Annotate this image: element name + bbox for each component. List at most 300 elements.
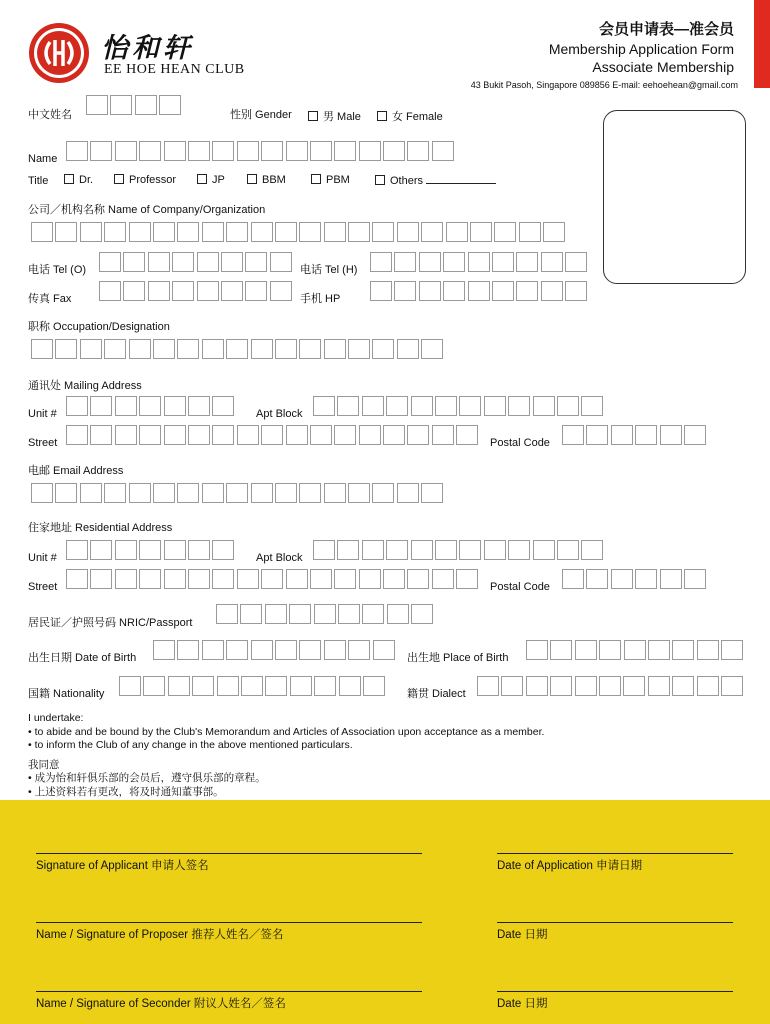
- character-box[interactable]: [212, 540, 234, 560]
- character-box[interactable]: [338, 604, 360, 624]
- character-box[interactable]: [516, 252, 538, 272]
- character-box[interactable]: [286, 141, 308, 161]
- character-box[interactable]: [456, 569, 478, 589]
- character-box[interactable]: [494, 222, 516, 242]
- character-box[interactable]: [648, 676, 670, 696]
- character-box[interactable]: [115, 396, 137, 416]
- character-box[interactable]: [492, 252, 514, 272]
- character-box[interactable]: [446, 222, 468, 242]
- character-box[interactable]: [99, 281, 121, 301]
- character-box[interactable]: [164, 425, 186, 445]
- character-box[interactable]: [251, 339, 273, 359]
- character-box[interactable]: [721, 676, 743, 696]
- character-box[interactable]: [202, 222, 224, 242]
- character-box[interactable]: [459, 540, 481, 560]
- character-box[interactable]: [148, 281, 170, 301]
- character-box[interactable]: [148, 252, 170, 272]
- applicant-signature-line[interactable]: [36, 853, 422, 854]
- character-box[interactable]: [324, 222, 346, 242]
- residential-unit-boxes[interactable]: [66, 540, 237, 560]
- character-box[interactable]: [373, 640, 395, 660]
- character-box[interactable]: [526, 676, 548, 696]
- character-box[interactable]: [55, 339, 77, 359]
- proposer-signature-line[interactable]: [36, 922, 422, 923]
- occupation-boxes[interactable]: [31, 339, 446, 359]
- mailing-address-label: 通讯处 Mailing Address: [28, 380, 142, 392]
- character-box[interactable]: [299, 222, 321, 242]
- character-box[interactable]: [159, 95, 181, 115]
- character-box[interactable]: [135, 95, 157, 115]
- character-box[interactable]: [519, 222, 541, 242]
- character-box[interactable]: [684, 569, 706, 589]
- character-box[interactable]: [562, 425, 584, 445]
- character-box[interactable]: [359, 569, 381, 589]
- character-box[interactable]: [177, 640, 199, 660]
- character-box[interactable]: [541, 281, 563, 301]
- character-box[interactable]: [86, 95, 108, 115]
- character-box[interactable]: [115, 540, 137, 560]
- character-box[interactable]: [172, 252, 194, 272]
- character-box[interactable]: [177, 339, 199, 359]
- character-box[interactable]: [334, 141, 356, 161]
- checkbox-icon[interactable]: [375, 175, 385, 185]
- title-option-label: Professor: [129, 174, 177, 186]
- character-box[interactable]: [411, 540, 433, 560]
- character-box[interactable]: [129, 483, 151, 503]
- character-box[interactable]: [164, 569, 186, 589]
- character-box[interactable]: [226, 222, 248, 242]
- character-box[interactable]: [202, 483, 224, 503]
- nationality-label: 国籍 Nationality: [28, 688, 105, 700]
- character-box[interactable]: [516, 281, 538, 301]
- character-box[interactable]: [80, 483, 102, 503]
- character-box[interactable]: [290, 676, 312, 696]
- character-box[interactable]: [443, 281, 465, 301]
- character-box[interactable]: [241, 676, 263, 696]
- title-option-jp[interactable]: [197, 174, 225, 186]
- character-box[interactable]: [261, 425, 283, 445]
- character-box[interactable]: [435, 396, 457, 416]
- character-box[interactable]: [526, 640, 548, 660]
- character-box[interactable]: [557, 396, 579, 416]
- gender-female-option[interactable]: [377, 108, 443, 124]
- character-box[interactable]: [299, 640, 321, 660]
- character-box[interactable]: [508, 396, 530, 416]
- character-box[interactable]: [581, 396, 603, 416]
- character-box[interactable]: [684, 425, 706, 445]
- character-box[interactable]: [143, 676, 165, 696]
- character-box[interactable]: [202, 640, 224, 660]
- character-box[interactable]: [153, 222, 175, 242]
- character-box[interactable]: [212, 396, 234, 416]
- character-box[interactable]: [443, 252, 465, 272]
- character-box[interactable]: [270, 281, 292, 301]
- seconder-date-line[interactable]: [497, 991, 733, 992]
- checkbox-icon[interactable]: [64, 174, 74, 184]
- mailing-apt-block-boxes[interactable]: [313, 396, 606, 416]
- character-box[interactable]: [501, 676, 523, 696]
- character-box[interactable]: [265, 604, 287, 624]
- character-box[interactable]: [324, 640, 346, 660]
- character-box[interactable]: [337, 540, 359, 560]
- undertaking-heading-cn: 我同意: [28, 758, 60, 771]
- character-box[interactable]: [648, 640, 670, 660]
- character-box[interactable]: [188, 396, 210, 416]
- character-box[interactable]: [421, 483, 443, 503]
- character-box[interactable]: [66, 141, 88, 161]
- male-label: 男 Male: [323, 111, 361, 123]
- character-box[interactable]: [432, 141, 454, 161]
- character-box[interactable]: [153, 339, 175, 359]
- character-box[interactable]: [359, 141, 381, 161]
- email-boxes[interactable]: [31, 483, 446, 503]
- character-box[interactable]: [660, 425, 682, 445]
- character-box[interactable]: [459, 396, 481, 416]
- character-box[interactable]: [310, 425, 332, 445]
- character-box[interactable]: [237, 569, 259, 589]
- residential-street-boxes[interactable]: [66, 569, 481, 589]
- character-box[interactable]: [550, 676, 572, 696]
- character-box[interactable]: [611, 569, 633, 589]
- character-box[interactable]: [216, 604, 238, 624]
- character-box[interactable]: [484, 540, 506, 560]
- character-box[interactable]: [313, 396, 335, 416]
- pob-boxes[interactable]: [526, 640, 746, 660]
- character-box[interactable]: [226, 640, 248, 660]
- character-box[interactable]: [251, 483, 273, 503]
- character-box[interactable]: [275, 339, 297, 359]
- mailing-unit-boxes[interactable]: [66, 396, 237, 416]
- character-box[interactable]: [565, 252, 587, 272]
- chinese-name-boxes[interactable]: [86, 95, 184, 115]
- character-box[interactable]: [261, 569, 283, 589]
- character-box[interactable]: [66, 540, 88, 560]
- character-box[interactable]: [168, 676, 190, 696]
- character-box[interactable]: [237, 425, 259, 445]
- character-box[interactable]: [363, 676, 385, 696]
- dialect-boxes[interactable]: [477, 676, 745, 696]
- character-box[interactable]: [421, 222, 443, 242]
- character-box[interactable]: [237, 141, 259, 161]
- application-date-line[interactable]: [497, 853, 733, 854]
- character-box[interactable]: [177, 222, 199, 242]
- character-box[interactable]: [372, 339, 394, 359]
- character-box[interactable]: [139, 540, 161, 560]
- character-box[interactable]: [177, 483, 199, 503]
- character-box[interactable]: [623, 676, 645, 696]
- character-box[interactable]: [586, 569, 608, 589]
- character-box[interactable]: [188, 141, 210, 161]
- character-box[interactable]: [226, 339, 248, 359]
- character-box[interactable]: [110, 95, 132, 115]
- title-option-professor[interactable]: [114, 174, 176, 186]
- character-box[interactable]: [31, 483, 53, 503]
- character-box[interactable]: [484, 396, 506, 416]
- character-box[interactable]: [550, 640, 572, 660]
- character-box[interactable]: [90, 540, 112, 560]
- character-box[interactable]: [372, 222, 394, 242]
- character-box[interactable]: [31, 339, 53, 359]
- character-box[interactable]: [468, 281, 490, 301]
- mailing-street-boxes[interactable]: [66, 425, 481, 445]
- character-box[interactable]: [115, 569, 137, 589]
- character-box[interactable]: [339, 676, 361, 696]
- character-box[interactable]: [314, 604, 336, 624]
- character-box[interactable]: [139, 425, 161, 445]
- character-box[interactable]: [533, 396, 555, 416]
- pob-label: 出生地 Place of Birth: [407, 652, 509, 664]
- character-box[interactable]: [397, 483, 419, 503]
- dob-boxes[interactable]: [153, 640, 397, 660]
- residential-postal-code-boxes[interactable]: [562, 569, 708, 589]
- fax-boxes[interactable]: [99, 281, 294, 301]
- character-box[interactable]: [370, 281, 392, 301]
- character-box[interactable]: [245, 252, 267, 272]
- character-box[interactable]: [80, 339, 102, 359]
- character-box[interactable]: [164, 141, 186, 161]
- character-box[interactable]: [289, 604, 311, 624]
- character-box[interactable]: [697, 676, 719, 696]
- character-box[interactable]: [251, 640, 273, 660]
- character-box[interactable]: [575, 676, 597, 696]
- character-box[interactable]: [411, 604, 433, 624]
- character-box[interactable]: [581, 540, 603, 560]
- character-box[interactable]: [456, 425, 478, 445]
- character-box[interactable]: [172, 281, 194, 301]
- character-box[interactable]: [104, 483, 126, 503]
- tel-office-boxes[interactable]: [99, 252, 294, 272]
- character-box[interactable]: [370, 252, 392, 272]
- character-box[interactable]: [197, 252, 219, 272]
- character-box[interactable]: [153, 483, 175, 503]
- character-box[interactable]: [397, 339, 419, 359]
- hp-boxes[interactable]: [370, 281, 590, 301]
- character-box[interactable]: [212, 569, 234, 589]
- residential-apt-block-boxes[interactable]: [313, 540, 606, 560]
- character-box[interactable]: [611, 425, 633, 445]
- character-box[interactable]: [635, 425, 657, 445]
- character-box[interactable]: [359, 425, 381, 445]
- character-box[interactable]: [139, 569, 161, 589]
- character-box[interactable]: [348, 483, 370, 503]
- character-box[interactable]: [153, 640, 175, 660]
- character-box[interactable]: [261, 141, 283, 161]
- character-box[interactable]: [270, 252, 292, 272]
- checkbox-icon[interactable]: [308, 111, 318, 121]
- character-box[interactable]: [386, 396, 408, 416]
- character-box[interactable]: [411, 396, 433, 416]
- character-box[interactable]: [221, 281, 243, 301]
- character-box[interactable]: [275, 640, 297, 660]
- character-box[interactable]: [212, 425, 234, 445]
- character-box[interactable]: [337, 396, 359, 416]
- character-box[interactable]: [129, 222, 151, 242]
- character-box[interactable]: [188, 569, 210, 589]
- character-box[interactable]: [334, 569, 356, 589]
- character-box[interactable]: [419, 252, 441, 272]
- title-option-pbm[interactable]: [311, 174, 350, 186]
- character-box[interactable]: [435, 540, 457, 560]
- character-box[interactable]: [387, 604, 409, 624]
- character-box[interactable]: [139, 141, 161, 161]
- character-box[interactable]: [565, 281, 587, 301]
- title-option-label: PBM: [326, 174, 350, 186]
- character-box[interactable]: [407, 425, 429, 445]
- character-box[interactable]: [99, 252, 121, 272]
- character-box[interactable]: [202, 339, 224, 359]
- character-box[interactable]: [557, 540, 579, 560]
- checkbox-icon[interactable]: [311, 174, 321, 184]
- checkbox-icon[interactable]: [197, 174, 207, 184]
- character-box[interactable]: [90, 141, 112, 161]
- character-box[interactable]: [432, 569, 454, 589]
- character-box[interactable]: [672, 640, 694, 660]
- tel-home-boxes[interactable]: [370, 252, 590, 272]
- checkbox-icon[interactable]: [377, 111, 387, 121]
- character-box[interactable]: [240, 604, 262, 624]
- character-box[interactable]: [334, 425, 356, 445]
- character-box[interactable]: [397, 222, 419, 242]
- character-box[interactable]: [624, 640, 646, 660]
- title-option-label: Dr.: [79, 174, 94, 186]
- proposer-date-line[interactable]: [497, 922, 733, 923]
- character-box[interactable]: [541, 252, 563, 272]
- character-box[interactable]: [470, 222, 492, 242]
- character-box[interactable]: [188, 540, 210, 560]
- character-box[interactable]: [324, 483, 346, 503]
- character-box[interactable]: [407, 569, 429, 589]
- character-box[interactable]: [362, 540, 384, 560]
- character-box[interactable]: [635, 569, 657, 589]
- character-box[interactable]: [697, 640, 719, 660]
- character-box[interactable]: [188, 425, 210, 445]
- title-option-dr[interactable]: [64, 174, 93, 186]
- character-box[interactable]: [55, 483, 77, 503]
- character-box[interactable]: [314, 676, 336, 696]
- nationality-boxes[interactable]: [119, 676, 387, 696]
- character-box[interactable]: [299, 339, 321, 359]
- name-boxes[interactable]: [66, 141, 456, 161]
- others-fill-line[interactable]: [426, 174, 496, 184]
- character-box[interactable]: [721, 640, 743, 660]
- character-box[interactable]: [286, 569, 308, 589]
- character-box[interactable]: [362, 396, 384, 416]
- character-box[interactable]: [104, 339, 126, 359]
- character-box[interactable]: [543, 222, 565, 242]
- character-box[interactable]: [477, 676, 499, 696]
- character-box[interactable]: [310, 141, 332, 161]
- character-box[interactable]: [299, 483, 321, 503]
- character-box[interactable]: [104, 222, 126, 242]
- nric-boxes[interactable]: [216, 604, 436, 624]
- character-box[interactable]: [80, 222, 102, 242]
- character-box[interactable]: [407, 141, 429, 161]
- character-box[interactable]: [324, 339, 346, 359]
- character-box[interactable]: [372, 483, 394, 503]
- character-box[interactable]: [383, 141, 405, 161]
- character-box[interactable]: [419, 281, 441, 301]
- character-box[interactable]: [226, 483, 248, 503]
- character-box[interactable]: [164, 396, 186, 416]
- character-box[interactable]: [508, 540, 530, 560]
- character-box[interactable]: [192, 676, 214, 696]
- character-box[interactable]: [348, 640, 370, 660]
- character-box[interactable]: [575, 640, 597, 660]
- character-box[interactable]: [286, 425, 308, 445]
- character-box[interactable]: [164, 540, 186, 560]
- character-box[interactable]: [119, 676, 141, 696]
- title-option-others[interactable]: [375, 174, 496, 187]
- character-box[interactable]: [313, 540, 335, 560]
- character-box[interactable]: [599, 640, 621, 660]
- character-box[interactable]: [394, 252, 416, 272]
- character-box[interactable]: [310, 569, 332, 589]
- photo-box[interactable]: [603, 110, 746, 284]
- character-box[interactable]: [660, 569, 682, 589]
- character-box[interactable]: [66, 396, 88, 416]
- character-box[interactable]: [533, 540, 555, 560]
- character-box[interactable]: [90, 425, 112, 445]
- character-box[interactable]: [383, 569, 405, 589]
- mailing-postal-code-boxes[interactable]: [562, 425, 708, 445]
- character-box[interactable]: [123, 252, 145, 272]
- character-box[interactable]: [212, 141, 234, 161]
- checkbox-icon[interactable]: [247, 174, 257, 184]
- character-box[interactable]: [221, 252, 243, 272]
- character-box[interactable]: [562, 569, 584, 589]
- character-box[interactable]: [129, 339, 151, 359]
- title-option-bbm[interactable]: [247, 174, 286, 186]
- character-box[interactable]: [66, 425, 88, 445]
- character-box[interactable]: [348, 339, 370, 359]
- seconder-signature-line[interactable]: [36, 991, 422, 992]
- checkbox-icon[interactable]: [114, 174, 124, 184]
- character-box[interactable]: [421, 339, 443, 359]
- dob-label: 出生日期 Date of Birth: [28, 652, 137, 664]
- character-box[interactable]: [599, 676, 621, 696]
- character-box[interactable]: [265, 676, 287, 696]
- company-boxes[interactable]: [31, 222, 568, 242]
- character-box[interactable]: [362, 604, 384, 624]
- character-box[interactable]: [217, 676, 239, 696]
- character-box[interactable]: [383, 425, 405, 445]
- character-box[interactable]: [123, 281, 145, 301]
- character-box[interactable]: [55, 222, 77, 242]
- character-box[interactable]: [90, 569, 112, 589]
- character-box[interactable]: [197, 281, 219, 301]
- character-box[interactable]: [275, 483, 297, 503]
- character-box[interactable]: [492, 281, 514, 301]
- character-box[interactable]: [672, 676, 694, 696]
- character-box[interactable]: [432, 425, 454, 445]
- character-box[interactable]: [251, 222, 273, 242]
- character-box[interactable]: [275, 222, 297, 242]
- character-box[interactable]: [245, 281, 267, 301]
- gender-male-option[interactable]: [308, 108, 361, 124]
- character-box[interactable]: [348, 222, 370, 242]
- character-box[interactable]: [115, 425, 137, 445]
- character-box[interactable]: [468, 252, 490, 272]
- character-box[interactable]: [394, 281, 416, 301]
- character-box[interactable]: [386, 540, 408, 560]
- character-box[interactable]: [586, 425, 608, 445]
- character-box[interactable]: [90, 396, 112, 416]
- character-box[interactable]: [66, 569, 88, 589]
- character-box[interactable]: [139, 396, 161, 416]
- residential-postal-code-label: Postal Code: [490, 581, 550, 593]
- character-box[interactable]: [31, 222, 53, 242]
- character-box[interactable]: [115, 141, 137, 161]
